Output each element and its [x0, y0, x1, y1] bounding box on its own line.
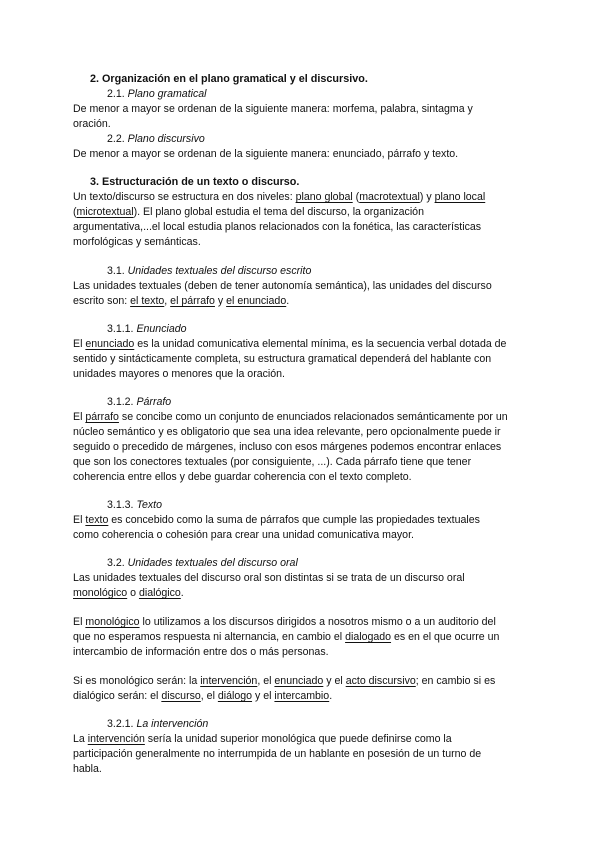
paragraph-line: [73, 410, 508, 424]
text-run: (: [352, 191, 360, 203]
paragraph-line: [73, 689, 332, 703]
text-run: lo utilizamos a los discursos dirigidos a nosotros mismo o a un auditorio del: [139, 616, 496, 628]
term-intervencion: intervención: [200, 675, 258, 687]
text-run: .: [329, 690, 333, 702]
paragraph-line: seguido o precedido de márgenes, incluso con esos márgenes podemos encontrar enlaces: [73, 441, 502, 453]
text-run: ). El plano global estudia el tema del discurso, la organización: [133, 206, 424, 218]
term-dialogico: dialógico: [138, 587, 181, 599]
text-run: y el: [252, 690, 275, 702]
paragraph-line: De menor a mayor se ordenan de la siguiente manera: enunciado, párrafo y texto.: [73, 148, 459, 160]
paragraph-line: que son los conectores textuales (por consiguiente, ...). Cada párrafo tiene que tener: [73, 456, 472, 468]
subsection-3-1-2-heading: [107, 395, 171, 409]
paragraph-line: sentido y sintácticamente completa, su estructura gramatical dependerá del hablante con: [73, 353, 492, 365]
text-run: (: [73, 206, 77, 218]
subsection-number: 3.1.2.: [107, 396, 137, 408]
text-run: o: [127, 587, 139, 599]
subsection-number: 3.1.1.: [107, 323, 137, 335]
term-enunciado: enunciado: [85, 338, 135, 350]
text-run: que no esperamos respuesta ni alternancia, en cambio el: [73, 631, 346, 643]
text-run: , el: [257, 675, 275, 687]
paragraph-line: participación generalmente no interrumpida de un hablante en posesión de un turno de: [73, 748, 482, 760]
paragraph-line: núcleo semántico y es obligatorio que sea una idea relevante, pero opcionalmente puede ir: [73, 426, 501, 438]
text-run: y el: [323, 675, 346, 687]
term-monologico: monológico: [73, 587, 128, 599]
text-run: .: [286, 295, 290, 307]
term-monologico: monológico: [85, 616, 140, 628]
term-el-parrafo: el párrafo: [170, 295, 215, 307]
text-run: El: [73, 338, 86, 350]
subsection-3-1-3-heading: [107, 498, 162, 512]
term-dialogado: dialogado: [345, 631, 392, 643]
text-run: es la unidad comunicativa elemental mínima, es la secuencia verbal dotada de: [134, 338, 507, 350]
text-run: El: [73, 514, 86, 526]
paragraph-line: [73, 615, 496, 629]
paragraph-line: [73, 205, 424, 219]
subsection-3-1-1-heading: [107, 322, 187, 336]
subsection-title: Enunciado: [136, 323, 187, 335]
term-macrotextual: macrotextual: [359, 191, 420, 203]
paragraph-line: argumentativa,...el local estudia planos relacionados con la fonética, las características: [73, 221, 482, 233]
paragraph-line: habla.: [73, 763, 102, 775]
paragraph-line: Las unidades textuales (deben de tener autonomía semántica), las unidades del discurso: [73, 280, 492, 292]
paragraph-line: [73, 513, 480, 527]
subsection-3-2-1-heading: [107, 717, 208, 731]
subsection-title: Plano discursivo: [127, 133, 205, 145]
paragraph-line: como coherencia o cohesión para crear una unidad comunicativa mayor.: [73, 529, 414, 541]
paragraph-line: intercambio de información entre dos o más personas.: [73, 646, 329, 658]
text-run: Un texto/discurso se estructura en dos niveles:: [73, 191, 296, 203]
text-run: El: [73, 411, 86, 423]
paragraph-line: [73, 674, 495, 688]
paragraph-line: [73, 190, 485, 204]
subsection-number: 2.2.: [107, 133, 128, 145]
term-intervencion: intervención: [87, 733, 145, 745]
term-parrafo: párrafo: [85, 411, 119, 423]
section-2-heading: 2. Organización en el plano gramatical y el discursivo.: [90, 73, 368, 85]
term-plano-global: plano global: [295, 191, 353, 203]
text-run: La: [73, 733, 88, 745]
text-run: sería la unidad superior monológica que puede definirse como la: [144, 733, 452, 745]
text-run: .: [180, 587, 184, 599]
text-run: y: [214, 295, 227, 307]
subsection-2-1-heading: [107, 87, 207, 101]
paragraph-line: morfológicas y semánticas.: [73, 236, 201, 248]
subsection-number: 3.2.: [107, 557, 128, 569]
subsection-3-1-heading: [107, 264, 311, 278]
subsection-title: Plano gramatical: [127, 88, 207, 100]
term-el-enunciado: el enunciado: [226, 295, 287, 307]
subsection-number: 3.1.: [107, 265, 128, 277]
subsection-3-2-heading: [107, 556, 298, 570]
paragraph-line: unidades mayores o menores que la oración.: [73, 368, 285, 380]
subsection-title: Párrafo: [136, 396, 172, 408]
paragraph-line: De menor a mayor se ordenan de la siguiente manera: morfema, palabra, sintagma y: [73, 103, 473, 115]
text-run: ; en cambio si es: [415, 675, 496, 687]
subsection-number: 3.1.3.: [107, 499, 137, 511]
subsection-number: 2.1.: [107, 88, 128, 100]
paragraph-line: [73, 732, 452, 746]
subsection-title: Texto: [136, 499, 162, 511]
term-dialogo: diálogo: [217, 690, 253, 702]
paragraph-line: coherencia entre ellos y debe guardar coherencia con el texto completo.: [73, 471, 412, 483]
subsection-title: Unidades textuales del discurso oral: [127, 557, 298, 569]
paragraph-line: oración.: [73, 118, 111, 130]
term-plano-local: plano local: [434, 191, 486, 203]
text-run: es concebido como la suma de párrafos que cumple las propiedades textuales: [108, 514, 480, 526]
subsection-2-2-heading: [107, 132, 205, 146]
term-microtextual: microtextual: [76, 206, 134, 218]
section-3-heading: 3. Estructuración de un texto o discurso.: [90, 176, 300, 188]
text-run: es en el que ocurre un: [391, 631, 500, 643]
term-discurso: discurso: [161, 690, 201, 702]
paragraph-line: Las unidades textuales del discurso oral son distintas si se trata de un discurso oral: [73, 572, 465, 584]
text-run: escrito son:: [73, 295, 131, 307]
text-run: , el: [200, 690, 218, 702]
subsection-number: 3.2.1.: [107, 718, 137, 730]
text-run: ) y: [419, 191, 435, 203]
text-run: se concibe como un conjunto de enunciados relacionados semánticamente por un: [118, 411, 508, 423]
text-run: Si es monológico serán: la: [73, 675, 201, 687]
subsection-title: Unidades textuales del discurso escrito: [127, 265, 312, 277]
term-acto-discursivo: acto discursivo: [345, 675, 416, 687]
paragraph-line: [73, 294, 289, 308]
term-el-texto: el texto: [130, 295, 165, 307]
term-intercambio: intercambio: [274, 690, 330, 702]
paragraph-line: [73, 586, 184, 600]
paragraph-line: [73, 630, 499, 644]
subsection-title: La intervención: [136, 718, 209, 730]
text-run: dialógico serán: el: [73, 690, 162, 702]
text-run: ,: [164, 295, 171, 307]
term-texto: texto: [85, 514, 109, 526]
term-enunciado: enunciado: [274, 675, 324, 687]
paragraph-line: [73, 337, 506, 351]
text-run: El: [73, 616, 86, 628]
